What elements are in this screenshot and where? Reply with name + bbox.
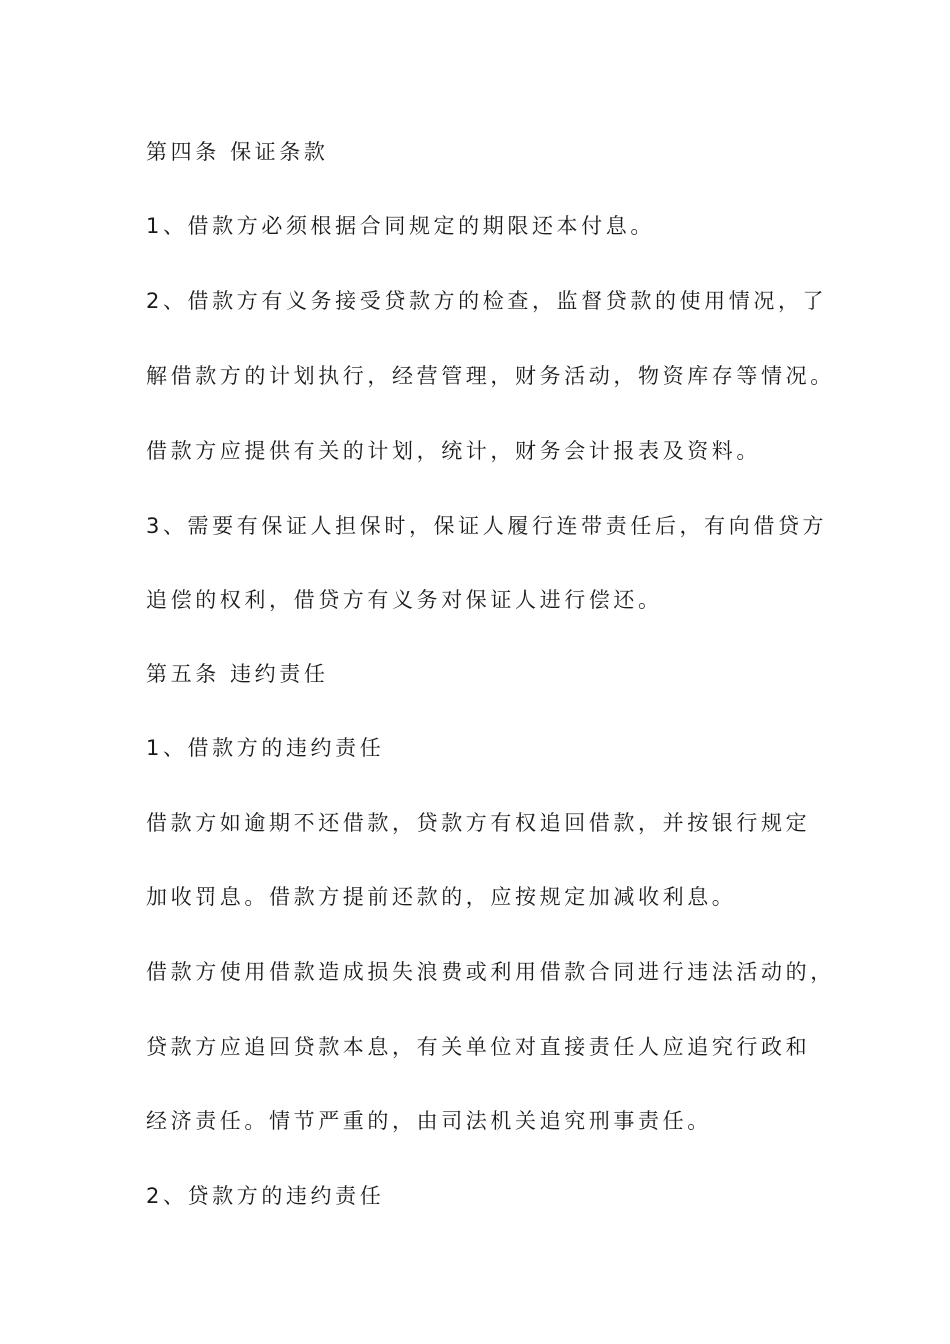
section-heading-article-5: 第五条 违约责任 <box>146 662 329 686</box>
subsection-heading: 1、借款方的违约责任 <box>146 736 385 760</box>
paragraph-line: 贷款方应追回贷款本息，有关单位对直接责任人应追究行政和 <box>146 1035 811 1059</box>
subsection-heading: 2、贷款方的违约责任 <box>146 1184 385 1208</box>
paragraph-line: 借款方如逾期不还借款，贷款方有权追回借款，并按银行规定 <box>146 811 811 835</box>
paragraph-line: 追偿的权利，借贷方有义务对保证人进行偿还。 <box>146 588 663 612</box>
paragraph-line: 3、需要有保证人担保时，保证人履行连带责任后，有向借贷方 <box>146 514 828 538</box>
paragraph-line: 2、借款方有义务接受贷款方的检查，监督贷款的使用情况，了 <box>146 289 828 313</box>
paragraph-line: 1、借款方必须根据合同规定的期限还本付息。 <box>146 214 655 238</box>
paragraph-line: 经济责任。情节严重的，由司法机关追究刑事责任。 <box>146 1109 712 1133</box>
paragraph-line: 借款方应提供有关的计划，统计，财务会计报表及资料。 <box>146 439 761 463</box>
paragraph-line: 解借款方的计划执行，经营管理，财务活动，物资库存等情况。 <box>146 364 835 388</box>
paragraph-line: 加收罚息。借款方提前还款的，应按规定加减收利息。 <box>146 885 737 909</box>
paragraph-line: 借款方使用借款造成损失浪费或利用借款合同进行违法活动的， <box>146 960 835 984</box>
section-heading-article-4: 第四条 保证条款 <box>146 140 329 164</box>
